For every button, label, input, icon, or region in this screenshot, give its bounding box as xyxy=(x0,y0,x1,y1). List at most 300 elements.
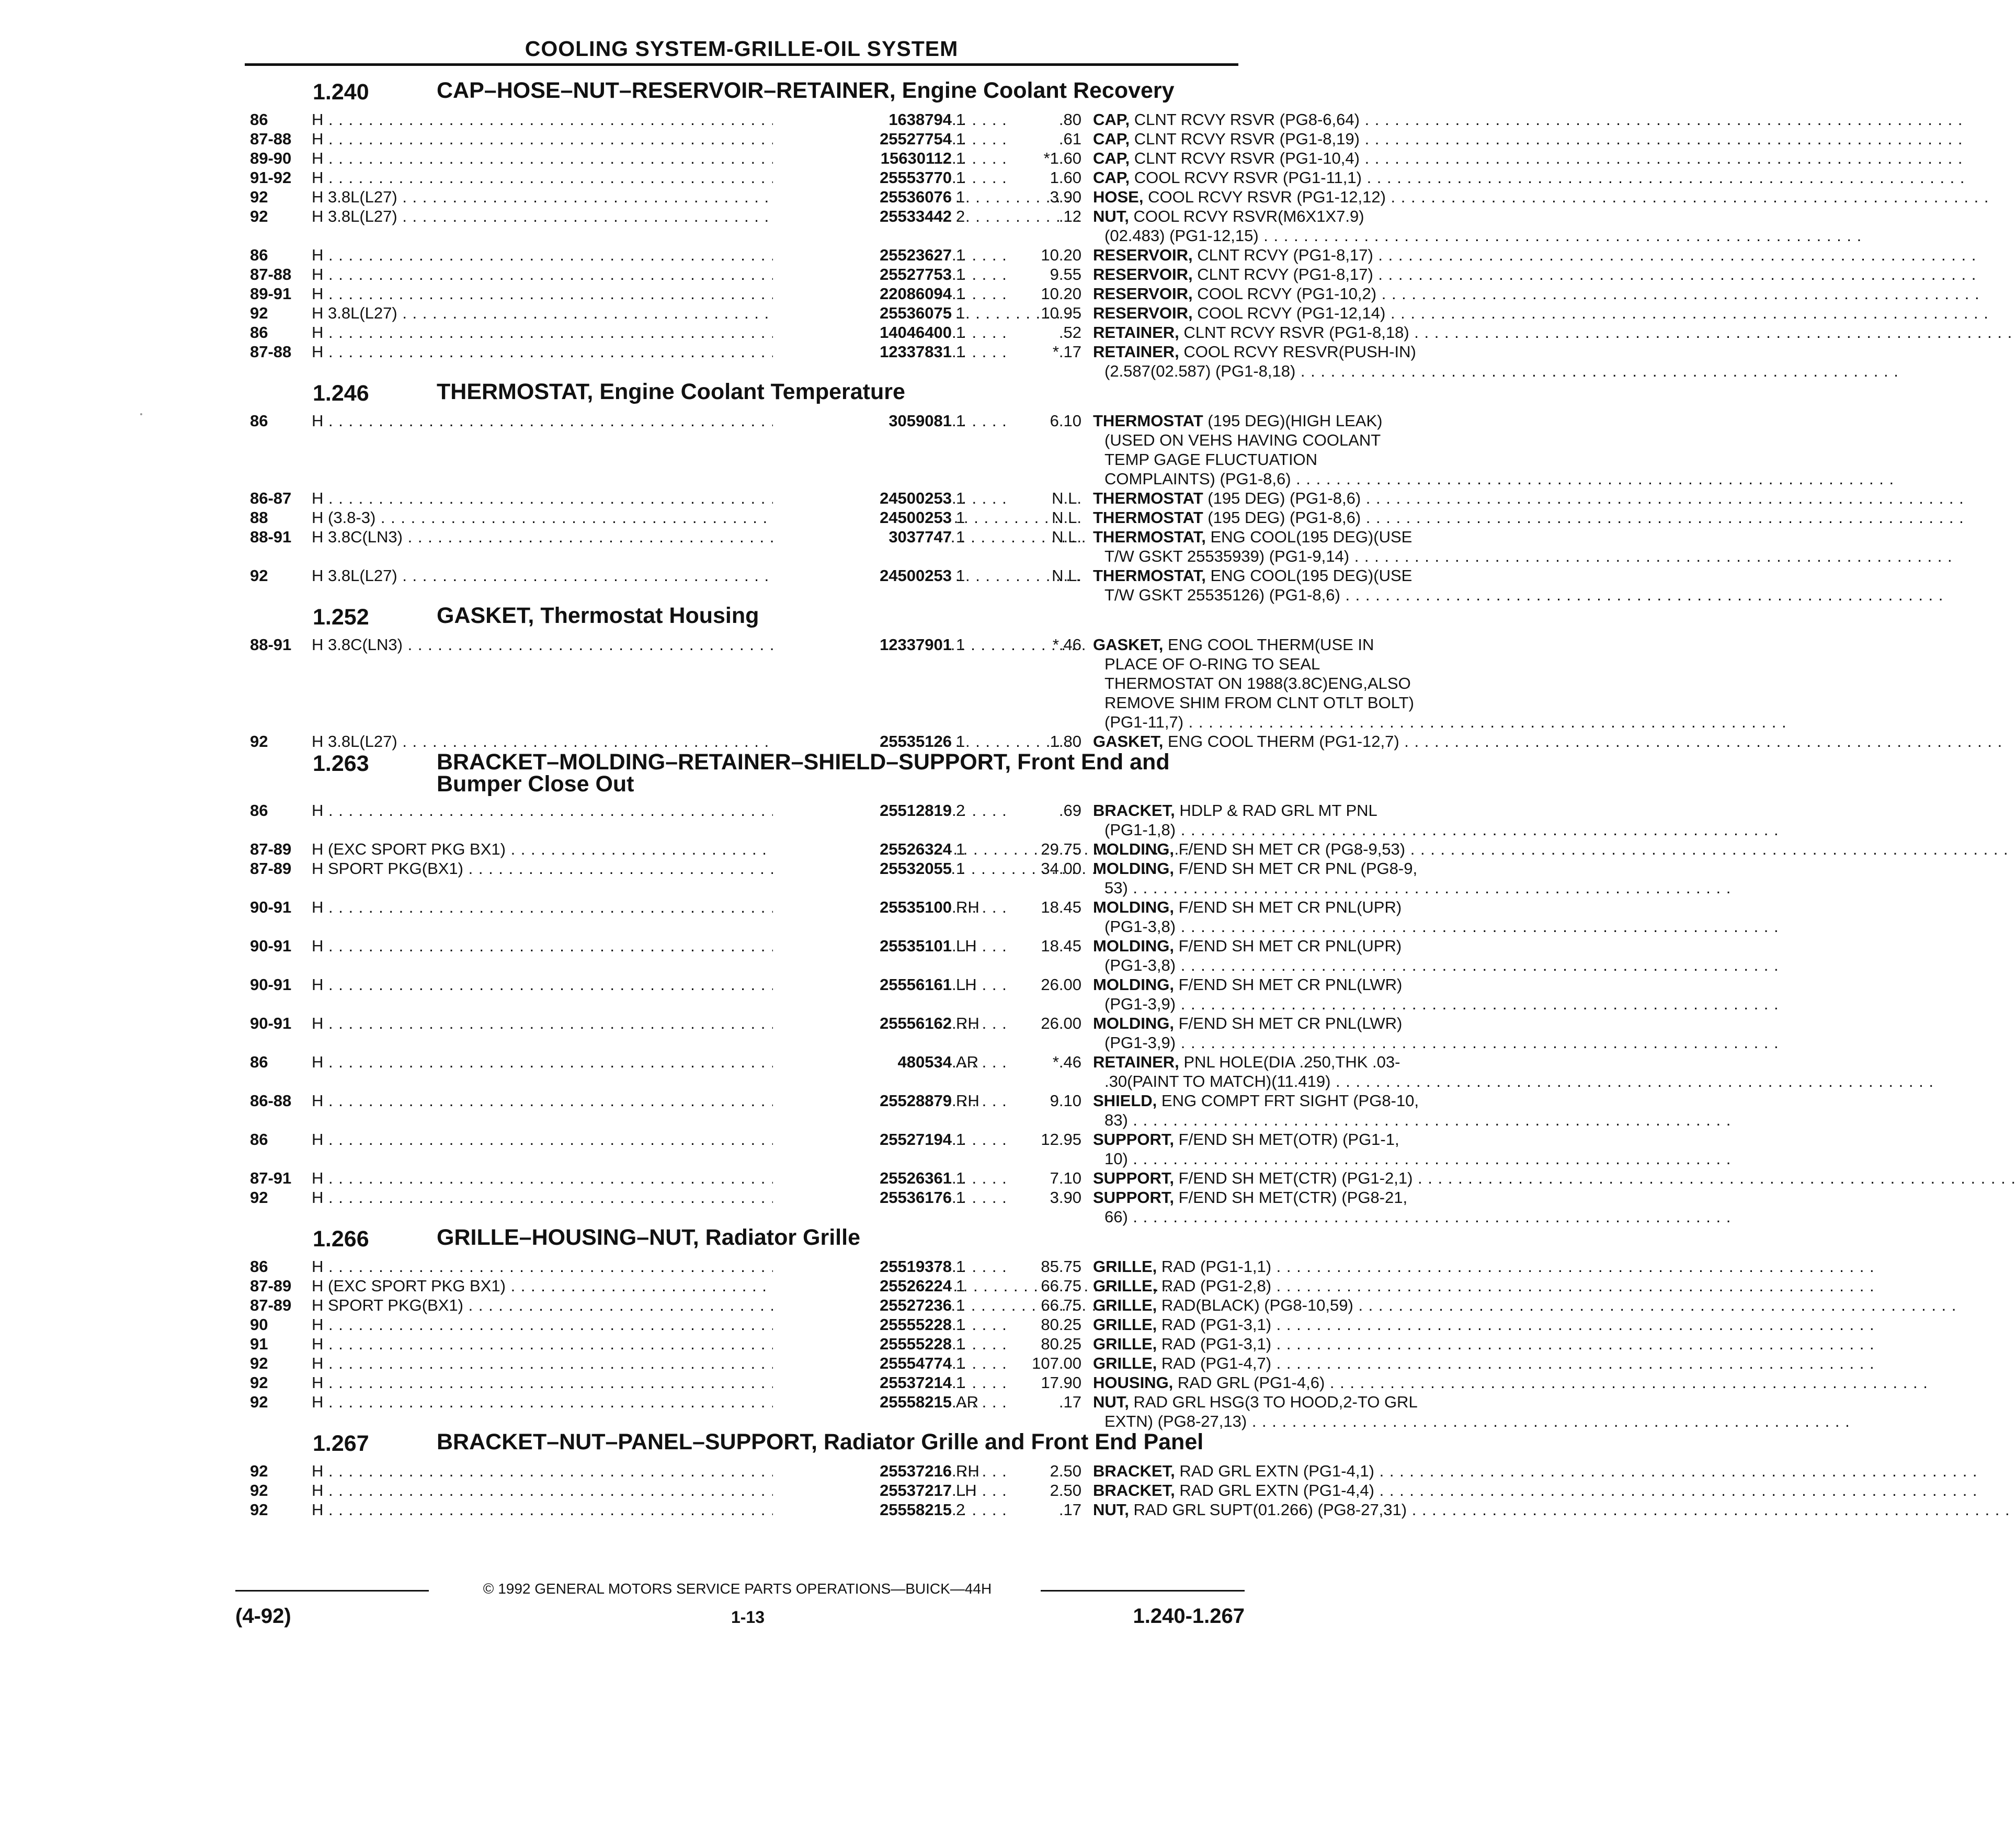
model-years: 92 xyxy=(250,188,268,206)
model-code xyxy=(312,1276,835,1295)
part-detail: F/END SH MET CR PNL(UPR) xyxy=(1174,937,1402,955)
part-row xyxy=(250,187,1386,207)
scan-speck xyxy=(140,413,142,415)
part-name: THERMOSTAT, xyxy=(1093,528,1206,546)
part-detail: CLNT RCVY (PG1-8,17) xyxy=(1192,265,1373,283)
model-code-text: H 3.8L(L27) . . . xyxy=(312,207,1081,225)
part-detail: F/END SH MET CR PNL(LWR) xyxy=(1174,975,1403,994)
model-code-text: H . . . xyxy=(312,1315,1007,1334)
model-code-text: H . . . xyxy=(312,1335,1007,1353)
model-code xyxy=(312,897,835,917)
part-number: 25558215 xyxy=(773,1392,952,1412)
section-title-sub: Radiator Grille and Front End Panel xyxy=(817,1429,1204,1454)
model-code xyxy=(312,1168,835,1188)
price: 18.45 xyxy=(1041,937,1081,955)
model-years: 86 xyxy=(250,1053,268,1071)
description-line xyxy=(1093,693,1459,712)
part-detail: (PG1-11,7) xyxy=(1104,713,1184,731)
model-code-text: H . . . xyxy=(312,898,1007,916)
part-number: 24500253 xyxy=(773,508,952,527)
part-description xyxy=(1093,1334,1684,1354)
part-detail: RAD (PG1-3,1) xyxy=(1157,1335,1272,1353)
price: 12.95 xyxy=(1041,1130,1081,1149)
part-description xyxy=(1093,527,1684,566)
quantity: 1 xyxy=(956,840,965,858)
quantity: 1 xyxy=(956,859,965,878)
part-detail: THERMOSTAT ON 1988(3.8C)ENG,ALSO xyxy=(1104,674,1411,692)
quantity: 1 xyxy=(956,1354,965,1372)
model-code-text: H . . . xyxy=(312,1014,1007,1032)
part-name: GASKET, xyxy=(1093,635,1164,654)
part-number: 25537214 xyxy=(773,1373,952,1392)
model-years: 91 xyxy=(250,1335,268,1353)
model-years: 92 xyxy=(250,207,268,225)
part-number: 25527753 xyxy=(773,265,952,284)
section-title xyxy=(437,79,1237,101)
model-years: 87-88 xyxy=(250,265,292,283)
part-number: 25554774 xyxy=(773,1354,952,1373)
part-row xyxy=(250,936,1402,975)
description-line xyxy=(1093,1392,1459,1412)
part-detail: COOL RCVY RSVR(M6X1X7.9) xyxy=(1129,207,1364,225)
part-detail: ENG COMPT FRT SIGHT (PG8-10, xyxy=(1157,1092,1419,1110)
description-line xyxy=(1093,1295,1459,1315)
part-detail: CLNT RCVY RSVR (PG1-10,4) xyxy=(1130,149,1360,167)
part-description xyxy=(1093,1014,1684,1052)
price: 26.00 xyxy=(1041,1014,1081,1032)
quantity: 1 xyxy=(956,412,965,430)
section-number: 1.246 xyxy=(313,381,369,406)
description-line xyxy=(1093,1014,1459,1033)
part-number: 1638794 xyxy=(773,110,952,129)
price: 66.75 xyxy=(1041,1296,1081,1314)
quantity: 1 xyxy=(956,566,965,585)
model-code xyxy=(312,1052,835,1072)
part-detail: RAD(BLACK) (PG8-10,59) xyxy=(1157,1296,1353,1314)
description-line xyxy=(1093,801,1459,820)
part-description xyxy=(1093,129,1684,149)
section-title xyxy=(437,1431,1237,1453)
part-row xyxy=(250,411,1383,488)
price: 3.90 xyxy=(1050,188,1081,206)
model-years: 92 xyxy=(250,732,268,751)
part-row xyxy=(250,527,1413,566)
part-name: RESERVOIR, xyxy=(1093,246,1193,264)
part-description xyxy=(1093,508,1684,527)
part-detail: 66) xyxy=(1104,1208,1128,1226)
model-code xyxy=(312,566,835,585)
model-code-text: H . . . xyxy=(312,1462,1007,1480)
part-name: BRACKET, xyxy=(1093,1462,1175,1480)
price: .61 xyxy=(1058,130,1081,148)
part-name: GRILLE, xyxy=(1093,1354,1157,1372)
part-row xyxy=(250,342,1416,381)
price: .17 xyxy=(1058,1501,1081,1519)
description-line xyxy=(1093,129,1459,149)
section-heading xyxy=(250,751,1239,801)
section-number: 1.263 xyxy=(313,751,369,776)
model-code xyxy=(312,323,835,342)
part-detail: F/END SH MET(CTR) (PG8-21, xyxy=(1174,1188,1408,1207)
part-description xyxy=(1093,1373,1684,1392)
model-code-text: H . . . xyxy=(312,1354,1007,1372)
price: 1.60 xyxy=(1050,168,1081,187)
model-code xyxy=(312,732,835,751)
model-code xyxy=(312,1130,835,1149)
description-line xyxy=(1093,859,1459,878)
part-detail: REMOVE SHIM FROM CLNT OTLT BOLT) xyxy=(1104,694,1414,712)
model-years: 92 xyxy=(250,1501,268,1519)
model-years: 86 xyxy=(250,323,268,342)
model-code xyxy=(312,488,835,508)
part-description xyxy=(1093,1257,1684,1276)
part-name: MOLDING, xyxy=(1093,975,1174,994)
part-name: CAP, xyxy=(1093,110,1130,129)
description-line xyxy=(1093,547,1459,566)
model-code-text: H (EXC SPORT PKG BX1) . . . xyxy=(312,1277,1189,1295)
section-title-main: GASKET, xyxy=(437,603,534,628)
price: *.17 xyxy=(1052,343,1081,361)
model-code-text: H . . . xyxy=(312,1393,1007,1411)
model-years: 92 xyxy=(250,304,268,322)
model-code xyxy=(312,635,835,654)
model-code-text: H (EXC SPORT PKG BX1) . . . xyxy=(312,840,1189,858)
description-line xyxy=(1093,820,1459,839)
model-years: 92 xyxy=(250,1462,268,1480)
part-description xyxy=(1093,1481,1684,1500)
price: N.L. xyxy=(1052,566,1081,585)
model-years: 92 xyxy=(250,1481,268,1499)
part-number: 25535100 xyxy=(773,897,952,917)
description-line xyxy=(1093,168,1459,187)
description-line xyxy=(1093,1130,1459,1149)
part-name: THERMOSTAT xyxy=(1093,412,1203,430)
model-code xyxy=(312,207,835,226)
model-code-text: H . . . xyxy=(312,975,1007,994)
description-line xyxy=(1093,284,1459,303)
quantity: 1 xyxy=(956,1335,965,1353)
model-code-text: H . . . xyxy=(312,1373,1007,1392)
model-years: 88 xyxy=(250,508,268,527)
description-line xyxy=(1093,226,1459,245)
part-name: BRACKET, xyxy=(1093,1481,1175,1499)
part-number: 12337831 xyxy=(773,342,952,361)
part-name: NUT, xyxy=(1093,1393,1129,1411)
model-code xyxy=(312,1461,835,1481)
part-detail: COMPLAINTS) (PG1-8,6) xyxy=(1104,470,1291,488)
part-detail: (2.587(02.587) (PG1-8,18) xyxy=(1104,362,1296,380)
model-years: 86 xyxy=(250,1130,268,1149)
part-detail: F/END SH MET(CTR) (PG1-2,1) xyxy=(1174,1169,1413,1187)
description-line xyxy=(1093,956,1459,975)
model-years: 90-91 xyxy=(250,975,292,994)
model-years: 86 xyxy=(250,412,268,430)
part-number: 25555228 xyxy=(773,1315,952,1334)
price: 2.50 xyxy=(1050,1462,1081,1480)
model-code-text: H . . . xyxy=(312,285,1007,303)
part-row xyxy=(250,1373,1325,1392)
part-detail: RAD GRL (PG1-4,6) xyxy=(1173,1373,1325,1392)
part-row xyxy=(250,1257,1272,1276)
model-code xyxy=(312,303,835,323)
part-name: RETAINER, xyxy=(1093,1053,1179,1071)
part-row xyxy=(250,839,1406,859)
description-line xyxy=(1093,917,1459,936)
quantity: 1 xyxy=(956,304,965,322)
quantity: 2 xyxy=(956,801,965,820)
description-line xyxy=(1093,712,1459,732)
price: 10.95 xyxy=(1041,304,1081,322)
description-line xyxy=(1093,245,1459,265)
part-name: CAP, xyxy=(1093,168,1130,187)
part-row xyxy=(250,1315,1272,1334)
description-line xyxy=(1093,323,1459,342)
part-detail: RAD GRL HSG(3 TO HOOD,2-TO GRL xyxy=(1129,1393,1418,1411)
part-detail: RAD GRL SUPT(01.266) (PG8-27,31) xyxy=(1129,1501,1407,1519)
part-number: 25528879 xyxy=(773,1091,952,1110)
model-code xyxy=(312,1315,835,1334)
part-description xyxy=(1093,1315,1684,1334)
part-row xyxy=(250,1295,1353,1315)
part-row xyxy=(250,508,1361,527)
model-code-text: H . . . xyxy=(312,130,1007,148)
part-name: SUPPORT, xyxy=(1093,1169,1175,1187)
page-header-title: COOLING SYSTEM-GRILLE-OIL SYSTEM xyxy=(525,37,959,61)
part-row xyxy=(250,1392,1418,1431)
footer-rule-left xyxy=(235,1590,429,1592)
part-row xyxy=(250,1188,1408,1226)
part-description xyxy=(1093,566,1684,605)
part-detail: ENG COOL(195 DEG)(USE xyxy=(1205,566,1413,585)
description-line xyxy=(1093,1334,1459,1354)
price: *.46 xyxy=(1052,635,1081,654)
part-description xyxy=(1093,303,1684,323)
part-detail: CLNT RCVY RSVR (PG1-8,18) xyxy=(1179,323,1409,342)
quantity: 1 xyxy=(956,1277,965,1295)
part-row xyxy=(250,1481,1374,1500)
section-number: 1.240 xyxy=(313,79,369,105)
quantity: 1 xyxy=(956,246,965,264)
part-row xyxy=(250,303,1386,323)
section-number: 1.266 xyxy=(313,1226,369,1252)
part-detail: RAD GRL EXTN (PG1-4,4) xyxy=(1175,1481,1374,1499)
part-row xyxy=(250,1168,1413,1188)
section-title xyxy=(437,381,1237,403)
section-title-main: BRACKET–NUT–PANEL–SUPPORT, xyxy=(437,1429,817,1454)
model-code xyxy=(312,839,835,859)
part-number: 25526361 xyxy=(773,1168,952,1188)
part-number: 25526324 xyxy=(773,839,952,859)
price: 17.90 xyxy=(1041,1373,1081,1392)
part-name: THERMOSTAT, xyxy=(1093,566,1206,585)
description-line xyxy=(1093,1354,1459,1373)
part-description xyxy=(1093,265,1684,284)
part-name: MOLDING, xyxy=(1093,859,1174,878)
description-line xyxy=(1093,1033,1459,1052)
part-number: 25537217 xyxy=(773,1481,952,1500)
quantity: 1 xyxy=(956,1296,965,1314)
part-description xyxy=(1093,488,1684,508)
description-line xyxy=(1093,110,1459,129)
part-description xyxy=(1093,342,1684,381)
price: 1.80 xyxy=(1050,732,1081,751)
description-line xyxy=(1093,303,1459,323)
part-row xyxy=(250,1354,1272,1373)
part-number: 25555228 xyxy=(773,1334,952,1354)
part-number: 25537216 xyxy=(773,1461,952,1481)
model-years: 86 xyxy=(250,110,268,129)
price: *1.60 xyxy=(1043,149,1081,167)
part-detail: (USED ON VEHS HAVING COOLANT xyxy=(1104,431,1381,449)
model-code-text: H . . . xyxy=(312,1481,1007,1499)
price: 34.00 xyxy=(1041,859,1081,878)
section-heading xyxy=(250,1431,1239,1461)
part-description xyxy=(1093,323,1684,342)
quantity: 2 xyxy=(956,207,965,225)
part-detail: T/W GSKT 25535939) (PG1-9,14) xyxy=(1104,547,1350,565)
section-title-main: CAP–HOSE–NUT–RESERVOIR–RETAINER, xyxy=(437,78,896,103)
model-code-text: H . . . xyxy=(312,801,1007,820)
quantity: 1 xyxy=(956,149,965,167)
model-years: 90-91 xyxy=(250,937,292,955)
part-detail: (02.483) (PG1-12,15) xyxy=(1104,226,1259,245)
model-code-text: H . . . xyxy=(312,1188,1007,1207)
part-name: THERMOSTAT xyxy=(1093,489,1203,507)
section-title-main: BRACKET–MOLDING–RETAINER–SHIELD–SUPPORT, xyxy=(437,749,1011,775)
part-name: MOLDING, xyxy=(1093,840,1174,858)
part-number: 24500253 xyxy=(773,566,952,585)
description-line xyxy=(1093,361,1459,381)
part-number: 25556161 xyxy=(773,975,952,994)
price: N.L. xyxy=(1052,508,1081,527)
part-description xyxy=(1093,411,1684,488)
quantity: RH xyxy=(956,1092,979,1110)
part-number: 25536076 xyxy=(773,187,952,207)
part-name: NUT, xyxy=(1093,207,1129,225)
part-name: SUPPORT, xyxy=(1093,1188,1175,1207)
part-detail: 53) xyxy=(1104,879,1128,897)
part-description xyxy=(1093,936,1684,975)
part-detail: .30(PAINT TO MATCH)(11.419) xyxy=(1104,1072,1331,1090)
part-number: 25523627 xyxy=(773,245,952,265)
model-code xyxy=(312,245,835,265)
part-row xyxy=(250,168,1362,187)
footer-rule-right xyxy=(1041,1590,1245,1592)
model-code xyxy=(312,1295,835,1315)
part-detail: (PG1-3,8) xyxy=(1104,956,1176,974)
model-years: 92 xyxy=(250,1393,268,1411)
model-years: 92 xyxy=(250,1373,268,1392)
part-number: 25526224 xyxy=(773,1276,952,1295)
description-line xyxy=(1093,1110,1459,1130)
price: *.46 xyxy=(1052,1053,1081,1071)
part-row xyxy=(250,566,1413,605)
model-code-text: H . . . xyxy=(312,1053,1007,1071)
part-row xyxy=(250,1500,1407,1519)
model-years: 92 xyxy=(250,1188,268,1207)
model-code xyxy=(312,149,835,168)
part-row xyxy=(250,245,1373,265)
part-detail: RAD (PG1-1,1) xyxy=(1157,1257,1272,1276)
model-code xyxy=(312,129,835,149)
price: 3.90 xyxy=(1050,1188,1081,1207)
part-detail: RAD GRL EXTN (PG1-4,1) xyxy=(1175,1462,1374,1480)
part-row xyxy=(250,801,1377,839)
part-row xyxy=(250,1091,1419,1130)
model-years: 87-88 xyxy=(250,130,292,148)
part-name: RETAINER, xyxy=(1093,343,1179,361)
part-number: 25527194 xyxy=(773,1130,952,1149)
part-name: THERMOSTAT xyxy=(1093,508,1203,527)
part-number: 12337901 xyxy=(773,635,952,654)
part-row xyxy=(250,1276,1272,1295)
model-code xyxy=(312,284,835,303)
description-line xyxy=(1093,1276,1459,1295)
price: 2.50 xyxy=(1050,1481,1081,1499)
price: .80 xyxy=(1058,110,1081,129)
model-code xyxy=(312,1257,835,1276)
model-years: 92 xyxy=(250,1354,268,1372)
model-code-text: H 3.8L(L27) . . . xyxy=(312,566,1081,585)
footer-page-number: 1-13 xyxy=(731,1608,765,1627)
model-code-text: H . . . xyxy=(312,1257,1007,1276)
part-number: 25553770 xyxy=(773,168,952,187)
model-code-text: H . . . xyxy=(312,489,1007,507)
part-detail: HDLP & RAD GRL MT PNL xyxy=(1175,801,1377,820)
model-code-text: H . . . xyxy=(312,149,1007,167)
part-description xyxy=(1093,1188,1684,1226)
part-row xyxy=(250,149,1360,168)
quantity: 1 xyxy=(956,323,965,342)
part-name: CAP, xyxy=(1093,130,1130,148)
part-detail: (PG1-1,8) xyxy=(1104,821,1176,839)
quantity: LH xyxy=(956,937,977,955)
part-description xyxy=(1093,207,1684,245)
quantity: 1 xyxy=(956,188,965,206)
model-years: 90-91 xyxy=(250,898,292,916)
quantity: 1 xyxy=(956,1257,965,1276)
model-years: 87-89 xyxy=(250,859,292,878)
part-description xyxy=(1093,1354,1684,1373)
quantity: 1 xyxy=(956,1130,965,1149)
part-detail: RAD (PG1-3,1) xyxy=(1157,1315,1272,1334)
part-number: 14046400 xyxy=(773,323,952,342)
model-years: 91-92 xyxy=(250,168,292,187)
part-row xyxy=(250,1014,1403,1052)
price: 7.10 xyxy=(1050,1169,1081,1187)
price: N.L. xyxy=(1052,528,1081,546)
part-row xyxy=(250,1130,1399,1168)
model-years: 88-91 xyxy=(250,528,292,546)
part-detail: RAD (PG1-4,7) xyxy=(1157,1354,1272,1372)
section-title-sub: Engine Coolant Temperature xyxy=(593,379,905,404)
part-row xyxy=(250,110,1360,129)
description-line xyxy=(1093,654,1459,674)
description-line xyxy=(1093,1481,1459,1500)
description-line xyxy=(1093,897,1459,917)
description-line xyxy=(1093,1315,1459,1334)
model-years: 87-89 xyxy=(250,840,292,858)
part-detail: CLNT RCVY RSVR (PG8-6,64) xyxy=(1130,110,1360,129)
description-line xyxy=(1093,994,1459,1014)
part-name: MOLDING, xyxy=(1093,937,1174,955)
part-description xyxy=(1093,975,1684,1014)
price: 26.00 xyxy=(1041,975,1081,994)
part-detail: TEMP GAGE FLUCTUATION xyxy=(1104,450,1318,469)
description-line xyxy=(1093,342,1459,361)
description-line xyxy=(1093,527,1459,547)
part-detail: COOL RCVY (PG1-12,14) xyxy=(1192,304,1386,322)
